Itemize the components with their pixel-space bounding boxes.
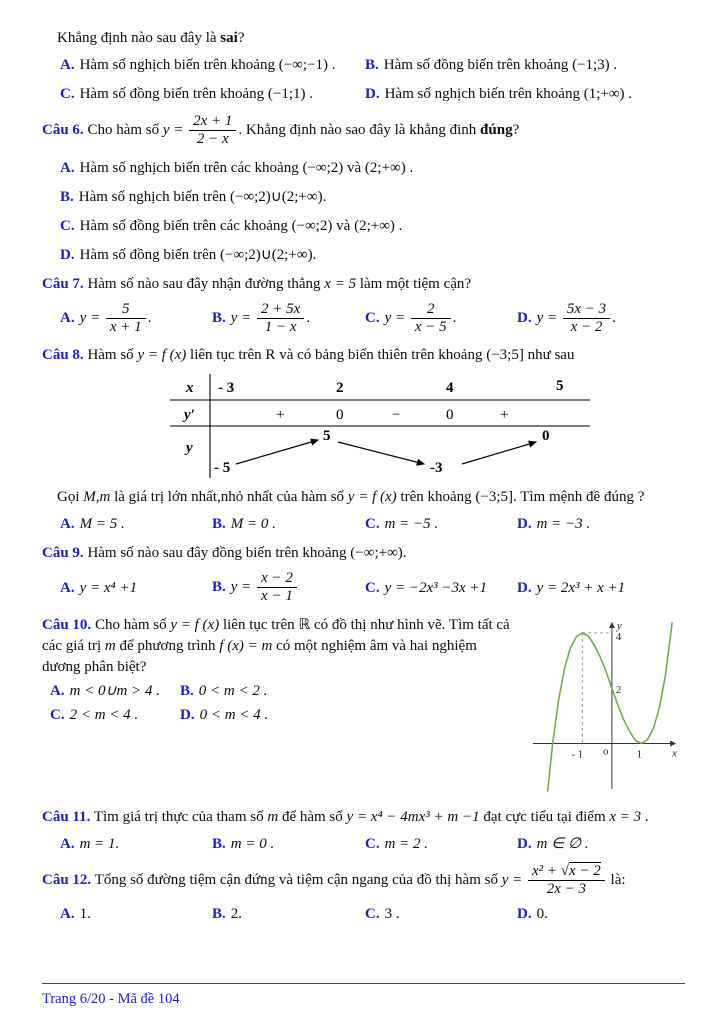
- question-5: [42, 28, 685, 104]
- q7-option-a: [60, 301, 212, 337]
- q7-options: [42, 301, 685, 337]
- tick-4: 4: [615, 630, 622, 643]
- option-end: .: [612, 309, 616, 326]
- q10-stem: [42, 615, 519, 678]
- option-text: m < 0∪m > 4 .: [69, 682, 160, 699]
- option-math: y =: [230, 309, 252, 326]
- option-text: y = −2x³ −3x +1: [384, 579, 488, 596]
- q11-stem-mid2: đạt cực tiểu tại điểm: [479, 808, 610, 825]
- option-text: Hàm số nghịch biến trên khoảng (−∞;−1) .: [79, 57, 336, 73]
- q6-option-a: [42, 158, 685, 178]
- cubic-curve: [548, 623, 672, 791]
- arrow-down-1: [338, 442, 424, 464]
- q9-label: Câu 9.: [42, 545, 84, 561]
- option-text: Hàm số đồng biến trên khoảng (−1;3) .: [383, 57, 618, 73]
- option-text: 0 < m < 4 .: [199, 706, 269, 723]
- q9b-fraction: [257, 570, 297, 606]
- option-text: 0 < m < 2 .: [198, 682, 268, 699]
- table-y-min-2: -3: [430, 460, 443, 476]
- option-text: y = 2x³ + x +1: [536, 579, 626, 596]
- table-yprime-value: +: [276, 407, 285, 423]
- option-letter: D.: [517, 906, 532, 922]
- option-text: Hàm số đồng biến trên khoảng (−1;1) .: [79, 86, 314, 102]
- table-x-value: 5: [556, 378, 564, 394]
- q11-option-a: [60, 834, 212, 854]
- fraction-denominator: 2x − 3: [546, 880, 587, 897]
- q10-stem-math2: f (x) = m: [219, 637, 273, 654]
- function-graph: [525, 615, 683, 793]
- tick-2: 2: [615, 683, 622, 696]
- q12-math-lhs: y =: [501, 871, 523, 888]
- option-letter: A.: [60, 57, 75, 73]
- q11-stem: [42, 807, 685, 828]
- option-letter: A.: [60, 906, 75, 922]
- fraction-denominator: 2 − x: [196, 131, 229, 148]
- q10-option-c: [50, 705, 180, 725]
- table-yprime-value: +: [500, 407, 509, 423]
- option-letter: B.: [212, 516, 226, 532]
- q12-fraction: [528, 863, 605, 899]
- option-letter: B.: [212, 309, 226, 326]
- option-letter: D.: [517, 309, 532, 326]
- option-text: Hàm số nghịch biến trên các khoảng (−∞;2) và (2;+∞) .: [79, 159, 414, 176]
- fraction-denominator: x − 1: [261, 588, 293, 605]
- table-y-min: - 5: [214, 460, 231, 476]
- option-text: Hàm số nghịch biến trên khoảng (1;+∞) .: [384, 86, 633, 102]
- question-10: [42, 615, 685, 798]
- q7-stem-text: Hàm số nào sau đây nhận đường thẳng: [87, 275, 325, 292]
- q12-option-b: [212, 904, 365, 924]
- q10-stem-mid2: để phương trình: [115, 637, 220, 654]
- q9-option-d: [517, 578, 685, 598]
- q11-stem-end: .: [641, 808, 649, 825]
- q7a-fraction: [106, 301, 146, 337]
- option-text: m = −5 .: [384, 516, 439, 532]
- option-text: m = 2 .: [384, 835, 429, 852]
- q10-stem-text: Cho hàm số: [94, 616, 171, 633]
- q11-option-c: [365, 834, 517, 854]
- option-text: 1.: [79, 906, 91, 922]
- q6-fraction: [189, 113, 236, 149]
- q8-stem-end: liên tục trên R và có bảng biến thiên trên khoảng (−3;5] như sau: [186, 347, 575, 363]
- q8-option-c: [365, 514, 517, 534]
- q6-stem: [42, 113, 685, 149]
- q5-stem-bold: sai: [220, 30, 238, 46]
- option-letter: B.: [212, 579, 226, 596]
- fraction-numerator: [528, 863, 605, 881]
- q7-option-c: [365, 301, 517, 337]
- q8-label: Câu 8.: [42, 347, 84, 363]
- q5-options: [42, 55, 685, 104]
- tick-1: 1: [636, 747, 643, 760]
- option-letter: A.: [60, 579, 75, 596]
- q10-stem-mid1: liên tục trên ℝ có đồ thị như hình vẽ. Tìm tất cả các giá trị: [42, 616, 510, 654]
- q7b-fraction: [257, 301, 304, 337]
- q8-substem: [42, 487, 685, 508]
- q7-stem: [42, 274, 685, 295]
- x-axis-label: x: [672, 746, 677, 759]
- arrow-up-1: [236, 440, 318, 464]
- arrow-up-2: [462, 442, 536, 464]
- option-letter: A.: [50, 682, 65, 699]
- table-y-label: y: [186, 440, 193, 456]
- fraction-denominator: 1 − x: [264, 318, 297, 335]
- sqrt-content: x − 2: [569, 862, 601, 879]
- q7-label: Câu 7.: [42, 275, 84, 292]
- q9-option-b: [212, 570, 365, 606]
- option-text: 2 < m < 4 .: [69, 706, 139, 723]
- q8-options: [42, 514, 685, 534]
- q10-text-block: [42, 615, 525, 798]
- q9-option-a: [60, 578, 212, 598]
- table-x-label: x: [186, 380, 194, 396]
- option-text: Hàm số đồng biến trên các khoảng (−∞;2) và (2;+∞) .: [79, 217, 403, 234]
- numerator-prefix: x² +: [531, 862, 561, 879]
- q5-option-a: [60, 55, 365, 75]
- fraction-numerator: x − 2: [257, 570, 297, 588]
- option-text: M = 0 .: [230, 516, 276, 532]
- q6-math-lhs: y =: [162, 122, 184, 139]
- q12-option-c: [365, 904, 517, 924]
- q7c-fraction: [411, 301, 451, 337]
- option-math: y =: [384, 309, 406, 326]
- option-letter: D.: [365, 86, 380, 102]
- option-letter: C.: [60, 86, 75, 102]
- q11-stem-xeq: x = 3: [609, 808, 642, 825]
- question-9: [42, 543, 685, 606]
- table-yprime-value: −: [392, 407, 401, 423]
- option-text: 2.: [230, 906, 243, 922]
- q12-options: [42, 904, 685, 924]
- q12-stem-text: Tổng số đường tiệm cận đứng và tiệm cận ngang của đồ thị hàm số: [94, 871, 502, 888]
- q8-stem: [42, 345, 685, 366]
- table-yprime-value: 0: [446, 407, 454, 423]
- option-letter: A.: [60, 309, 75, 326]
- option-math: y =: [79, 309, 101, 326]
- option-letter: A.: [60, 516, 75, 532]
- q10-option-b: [180, 681, 380, 701]
- table-x-value: 2: [336, 380, 344, 396]
- q8-sub-math1: M,m: [83, 489, 111, 505]
- table-x-value: 4: [446, 380, 454, 396]
- option-letter: C.: [50, 706, 65, 723]
- option-text: m = 0 .: [230, 835, 275, 852]
- q8-option-a: [60, 514, 212, 534]
- q10-label: Câu 10.: [42, 616, 92, 633]
- table-x-value: - 3: [218, 380, 235, 396]
- option-letter: B.: [180, 682, 194, 699]
- option-math: y =: [230, 579, 252, 596]
- option-text: 3 .: [384, 906, 400, 922]
- option-end: .: [452, 309, 457, 326]
- fraction-denominator: x − 5: [414, 318, 447, 335]
- option-end: .: [306, 309, 311, 326]
- page-footer: [42, 983, 685, 1008]
- q6-stem-mid: . Khẳng định nào sao đây là khẳng đinh: [238, 122, 481, 139]
- q8-sub-math2: y = f (x): [347, 489, 397, 505]
- q8-option-b: [212, 514, 365, 534]
- q10-stem-mvar: m: [104, 637, 116, 654]
- q8-sub-end: trên khoảng (−3;5]. Tìm mệnh đề đúng ?: [396, 489, 645, 505]
- tick-minus-1: - 1: [571, 747, 584, 760]
- option-letter: A.: [60, 159, 75, 176]
- q12-stem-end: là:: [606, 871, 626, 888]
- fraction-denominator: x + 1: [109, 318, 142, 335]
- question-12: [42, 863, 685, 925]
- q6-option-c: [42, 216, 685, 236]
- option-text: Hàm số nghịch biến trên (−∞;2)∪(2;+∞).: [78, 188, 327, 205]
- fraction-numerator: 2: [411, 301, 451, 319]
- q12-option-d: [517, 904, 685, 924]
- q6-option-d: [42, 245, 685, 265]
- q7-stem-math: x = 5: [324, 275, 357, 292]
- option-text: M = 5 .: [79, 516, 125, 532]
- q8-stem-math: y = f (x): [137, 347, 187, 363]
- option-letter: C.: [365, 309, 380, 326]
- q11-option-d: [517, 834, 685, 854]
- option-letter: C.: [365, 579, 380, 596]
- q11-stem-poly: y = x⁴ − 4mx³ + m −1: [346, 808, 480, 825]
- q9-options: [42, 570, 685, 606]
- q8-stem-text: Hàm số: [87, 347, 138, 363]
- option-letter: B.: [212, 835, 226, 852]
- option-text: m = −3 .: [536, 516, 591, 532]
- q7-option-b: [212, 301, 365, 337]
- option-letter: C.: [365, 906, 380, 922]
- option-text: m = 1.: [79, 835, 120, 852]
- q10-option-d: [180, 705, 380, 725]
- q10-graph-wrap: [525, 615, 685, 798]
- y-axis-label: y: [616, 619, 622, 632]
- option-letter: B.: [60, 188, 74, 205]
- q6-stem-bold: đúng: [480, 122, 513, 139]
- q6-stem-end: ?: [512, 122, 520, 139]
- footer-text: Trang 6/20 - Mã đề 104: [42, 991, 180, 1007]
- q8-sub-text: Gọi: [57, 489, 84, 505]
- q12-label: Câu 12.: [42, 871, 92, 888]
- q10-stem-end: có một nghiệm âm và hai nghiệm dương phân biệt?: [42, 637, 477, 675]
- option-text: m ∈ ∅ .: [536, 835, 589, 852]
- option-letter: D.: [517, 835, 532, 852]
- q12-stem: [42, 863, 685, 899]
- q7-stem-end: làm một tiệm cận?: [356, 275, 472, 292]
- option-end: .: [147, 309, 152, 326]
- q10-options: [42, 681, 380, 725]
- origin-label: o: [603, 744, 609, 757]
- q11-label: Câu 11.: [42, 808, 91, 825]
- option-letter: D.: [180, 706, 195, 723]
- option-text: y = x⁴ +1: [79, 579, 138, 596]
- q5-option-c: [60, 84, 365, 104]
- question-6: [42, 113, 685, 265]
- q10-option-a: [50, 681, 180, 701]
- q5-option-d: [365, 84, 685, 104]
- option-letter: C.: [365, 516, 380, 532]
- q9-stem: [42, 543, 685, 564]
- q12-option-a: [60, 904, 212, 924]
- option-letter: C.: [365, 835, 380, 852]
- q7d-fraction: [563, 301, 610, 337]
- q5-option-b: [365, 55, 685, 75]
- sqrt-sign: √: [560, 862, 569, 879]
- q5-stem: [42, 28, 685, 49]
- question-8: [42, 345, 685, 534]
- option-text: Hàm số đồng biến trên (−∞;2)∪(2;+∞).: [79, 246, 317, 263]
- q5-stem-text: Khẳng định nào sau đây là: [57, 30, 221, 46]
- q8-sub-mid: là giá trị lớn nhất,nhỏ nhất của hàm số: [110, 489, 348, 505]
- q6-label: Câu 6.: [42, 122, 84, 139]
- option-letter: C.: [60, 217, 75, 234]
- q10-stem-math1: y = f (x): [170, 616, 220, 633]
- table-yprime-value: 0: [336, 407, 344, 423]
- option-math: y =: [536, 309, 558, 326]
- fraction-numerator: 2 + 5x: [257, 301, 304, 319]
- variation-table: [170, 374, 590, 478]
- q6-options: [42, 158, 685, 265]
- q9-option-c: [365, 578, 517, 598]
- question-7: [42, 274, 685, 337]
- fraction-numerator: 5x − 3: [563, 301, 610, 319]
- option-letter: D.: [517, 516, 532, 532]
- q11-options: [42, 834, 685, 854]
- question-11: [42, 807, 685, 854]
- q6-option-b: [42, 187, 685, 207]
- q11-stem-mvar: m: [267, 808, 279, 825]
- q7-option-d: [517, 301, 685, 337]
- fraction-numerator: 2x + 1: [189, 113, 236, 131]
- q9-stem-text: Hàm số nào sau đây đồng biến trên khoảng (−∞;+∞).: [87, 545, 407, 561]
- option-letter: B.: [212, 906, 226, 922]
- option-letter: D.: [60, 246, 75, 263]
- q11-option-b: [212, 834, 365, 854]
- table-y-max-1: 5: [323, 428, 331, 444]
- variation-table-wrap: [170, 374, 685, 483]
- q8-option-d: [517, 514, 685, 534]
- option-letter: D.: [517, 579, 532, 596]
- q6-stem-text: Cho hàm số: [87, 122, 160, 139]
- table-y-end: 0: [542, 428, 550, 444]
- table-yprime-label: y′: [184, 407, 195, 423]
- q11-stem-text: Tìm giá trị thực của tham số: [93, 808, 268, 825]
- q5-stem-end: ?: [237, 30, 245, 46]
- option-text: 0.: [536, 906, 548, 922]
- q11-stem-mid1: để hàm số: [278, 808, 347, 825]
- fraction-numerator: 5: [106, 301, 146, 319]
- fraction-denominator: x − 2: [570, 318, 603, 335]
- option-letter: B.: [365, 57, 379, 73]
- option-letter: A.: [60, 835, 75, 852]
